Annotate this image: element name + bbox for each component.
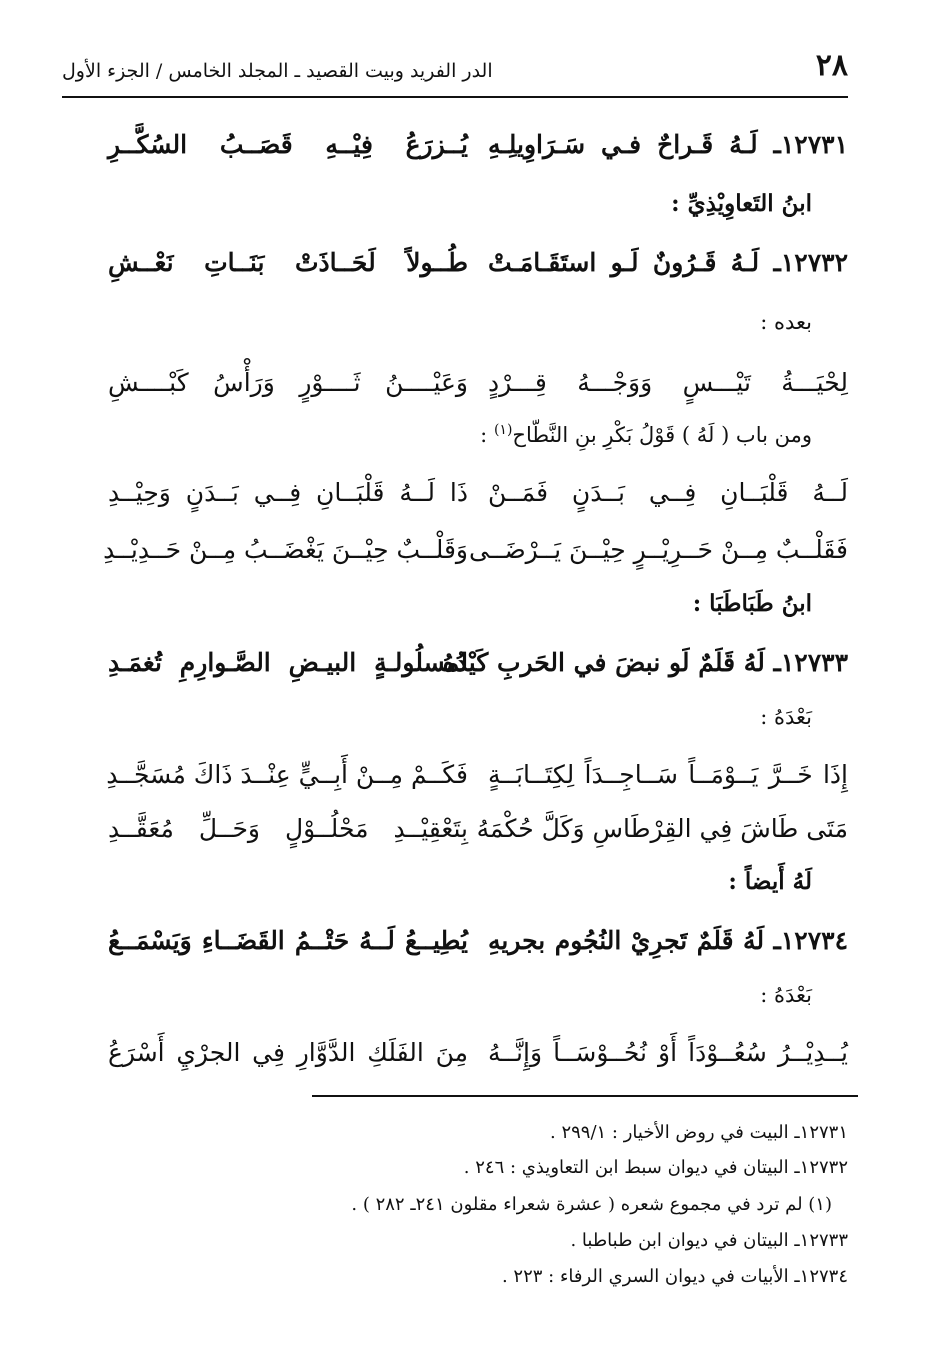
verse-second-hemistich: فَكَــمْ مِــنْ أَبِــيٍّ عِنْــدَ ذَاكَ مُسَجَّــدِ — [106, 760, 468, 789]
footnote-line: ١٢٧٣٣ـ البيتان في ديوان ابن طباطبا . — [570, 1230, 848, 1251]
poet-name: ابنُ التَعاوِيْذِيِّ : — [671, 190, 812, 217]
verse-second-hemistich: مِنَ الفَلَكِ الدَّوَّارِ فِي الجرْيِ أَسْرَعُ — [108, 1038, 468, 1067]
verse-12732-continued — [0, 360, 940, 406]
footnote-line: ١٢٧٣١ـ البيت في روض الأخيار : ٢٩٩/١ . — [550, 1122, 848, 1143]
verse-nattah-2 — [0, 527, 940, 573]
verse-second-hemistich: يُطِيــعُ لَــهُ حَتْــمُ القَضَــاءِ وَيَسْمَــعُ — [108, 926, 468, 955]
verse-nattah-1 — [0, 470, 940, 516]
after-label: بَعْدَهُ : — [760, 983, 812, 1007]
verse-12733-continued-1 — [0, 752, 940, 798]
running-title: الدر الفريد وبيت القصيد ـ المجلد الخامس / الجزء الأول — [62, 60, 493, 82]
footnote-divider — [312, 1095, 858, 1097]
verse-first-hemistich: ١٢٧٣٤ـ لَهُ قَلَمٌ تَجرِيْ النُجُوم بجريهِ — [488, 926, 848, 955]
verse-12731 — [0, 122, 940, 168]
verse-second-hemistich: لمسلُولـةٍ البيـضِ الصَّـوارِمِ تُغمَـدِ — [108, 648, 468, 677]
section-heading — [480, 422, 812, 447]
footnote-line: ١٢٧٣٢ـ البيتان في ديوان سبط ابن التعاويذي : ٢٤٦ . — [463, 1157, 848, 1178]
verse-12733-continued-2 — [0, 806, 940, 852]
verse-second-hemistich: وَقَلْــبٌ حِيْــنَ يَغْضَــبُ مِــنْ حَــدِيْــدِ — [103, 535, 468, 564]
verse-first-hemistich: فَقَلْــبٌ مِــنْ حَــرِيْــرٍ حِيْــنَ يَــرْضَــى — [468, 535, 848, 564]
section-heading-text: ومن باب ( لَهُ ) قَوْلُ بَكْرِ بنِ النَّطّاح — [512, 423, 812, 447]
verse-first-hemistich: يُــدِيْــرُ سُعُــوْدَاً أَوْ نُحُــوْسَــاً وَإِنَّــهُ — [488, 1038, 848, 1067]
verse-first-hemistich: مَتَى طَاشَ فِي القِرْطَاسِ وَكَلَّ حُكْمَهُ — [476, 814, 848, 843]
verse-first-hemistich: لِحْيَـــةُ تَيْـــسٍ وَوَجْـــهُ قِـــرْدٍ — [488, 368, 848, 397]
poet-name: ابنُ طَبَاطَبَا : — [692, 590, 812, 617]
after-label: بَعْدَهُ : — [760, 705, 812, 729]
verse-12734 — [0, 918, 940, 964]
verse-12732 — [0, 240, 940, 286]
page-header — [62, 48, 848, 90]
verse-second-hemistich: وَعَيْــــنُ ثَــــوْرٍ وَرَأْسُ كَبْــــشِ — [108, 368, 468, 397]
section-heading-colon: : — [480, 423, 494, 447]
poet-name: لَهُ أَيضاً : — [728, 868, 812, 895]
page-number: ٢٨ — [815, 48, 848, 83]
after-label: بعده : — [760, 310, 812, 334]
footnote-line: ١٢٧٣٤ـ الأبيات في ديوان السري الرفاء : ٢٢٣ . — [501, 1266, 848, 1287]
verse-second-hemistich: ذَا لَــهُ قَلْبَــانِ فِــي بَــدَنٍ وَحِيْــدِ — [108, 478, 468, 507]
verse-second-hemistich: يُــزرَعُ فِيْــهِ قَصَــبُ السُكَّــرِ — [108, 130, 468, 159]
verse-12733 — [0, 640, 940, 686]
header-divider — [62, 96, 848, 98]
footnote-line: (١) لم ترد في مجموع شعره ( عشرة شعراء مقلون ٢٤١ـ ٢٨٢ ) . — [351, 1194, 832, 1215]
verse-second-hemistich: بِتَعْقِيْــدِ مَحْلُــوْلٍ وَحَــلِّ مُعَقَّــدِ — [108, 814, 468, 843]
verse-first-hemistich: ١٢٧٣٣ـ لَهُ قَلَمٌ لَو نبضَ في الحَربِ كَيْدُهُ — [442, 648, 848, 677]
verse-first-hemistich: لَــهُ قَلْبَــانِ فِــي بَــدَنٍ فَمَــنْ — [488, 478, 848, 507]
verse-first-hemistich: إِذَا خَــرَّ يَــوْمَــاً سَــاجِــدَاً لِكِتَــابَــةٍ — [488, 760, 848, 789]
verse-first-hemistich: ١٢٧٣١ـ لَـهُ قَـراحٌ فـي سَـرَاوِيلِـهِ — [488, 130, 848, 159]
verse-first-hemistich: ١٢٧٣٢ـ لَـهُ قَـرُونٌ لَـو استَقَـامَـتْ — [488, 248, 848, 277]
footnote-ref: (١) — [493, 422, 513, 438]
verse-12734-continued — [0, 1030, 940, 1076]
verse-second-hemistich: طُــولاً لَحَــاذَتْ بَنَــاتِ نَعْــشِ — [108, 248, 468, 277]
